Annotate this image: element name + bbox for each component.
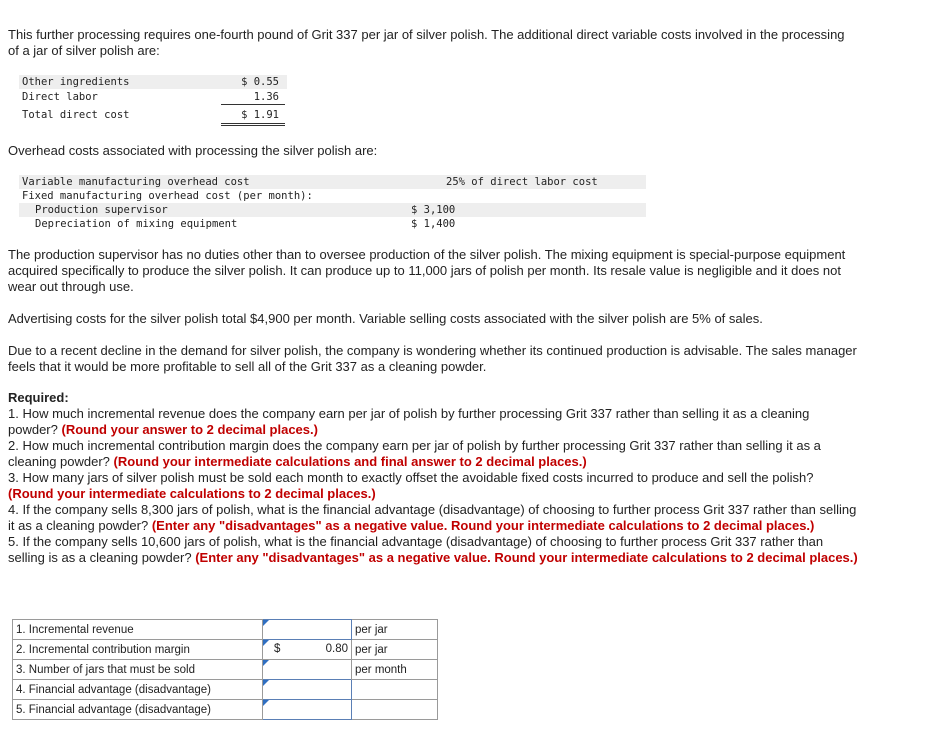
- required-section: [8, 390, 858, 566]
- answer-label: 4. Financial advantage (disadvantage): [13, 680, 263, 700]
- question-text: 1. How much incremental revenue does the company earn per jar of polish by further processing Grit 337 rather than selling it as a cleaning powder?: [8, 406, 810, 437]
- answer-label: 2. Incremental contribution margin: [13, 640, 263, 660]
- advertising-paragraph: Advertising costs for the silver polish total $4,900 per month. Variable selling costs associated with the silver polish are 5% of sales.: [8, 311, 763, 326]
- overhead-value: $ 1,400: [411, 218, 456, 230]
- answer-unit: per jar: [352, 640, 438, 660]
- question-text: 3. How many jars of silver polish must be sold each month to exactly offset the avoidable fixed costs incurred to produce and sell the polish?: [8, 470, 814, 485]
- supervisor-paragraph: The production supervisor has no duties other than to oversee production of the silver polish. The mixing equipment is special-purpose equipment acquired specifically to produce the silver polish. It can produce up to 11,000 jars of polish per month. Its resale value is negligible and it does not wear out through use.: [8, 247, 846, 294]
- overhead-row-supervisor: [19, 203, 646, 217]
- question-3: [8, 470, 858, 502]
- answer-row-3: [13, 660, 438, 680]
- direct-cost-row-total: [19, 108, 287, 122]
- overhead-label: Depreciation of mixing equipment: [35, 218, 238, 230]
- answer-unit: [352, 700, 438, 720]
- question-text: 4. If the company sells 8,300 jars of polish, what is the financial advantage (disadvantage) of choosing to further process Grit 337 rather than selling it as a cleaning powder?: [8, 502, 857, 533]
- answer-row-1: [13, 620, 438, 640]
- overhead-label: Production supervisor: [35, 204, 168, 216]
- overhead-label: Variable manufacturing overhead cost: [22, 176, 250, 188]
- overhead-row-depreciation: [19, 217, 646, 231]
- answer-label: 3. Number of jars that must be sold: [13, 660, 263, 680]
- overhead-intro-text: Overhead costs associated with processing the silver polish are:: [8, 143, 378, 158]
- question-note: (Round your answer to 2 decimal places.): [61, 422, 318, 437]
- financial-advantage-8300-input[interactable]: [263, 680, 352, 700]
- question-2: [8, 438, 858, 470]
- direct-cost-label: Other ingredients: [22, 76, 130, 88]
- answer-label: 1. Incremental revenue: [13, 620, 263, 640]
- answer-row-2: [13, 640, 438, 660]
- question-1: [8, 406, 858, 438]
- overhead-label: Fixed manufacturing overhead cost (per month):: [22, 190, 313, 202]
- demand-paragraph: Due to a recent decline in the demand for silver polish, the company is wondering whether its continued production is advisable. The sales manager feels that it would be more profitable to sell all of the Grit 337 as a cleaning powder.: [8, 343, 857, 374]
- question-note: (Enter any "disadvantages" as a negative value. Round your intermediate calculations to 2 decimal places.): [151, 518, 815, 533]
- direct-cost-value: $ 1.91: [241, 109, 279, 121]
- required-heading: Required:: [8, 390, 69, 405]
- jars-needed-input[interactable]: [263, 660, 352, 680]
- overhead-value: 25% of direct labor cost: [446, 176, 598, 188]
- subtotal-rule: [221, 104, 285, 105]
- direct-cost-row-other: [19, 75, 287, 89]
- answer-unit: [352, 680, 438, 700]
- input-marker-icon: [263, 700, 269, 706]
- overhead-row-fixed: [19, 189, 646, 203]
- question-note: (Round your intermediate calculations and final answer to 2 decimal places.): [113, 454, 587, 469]
- direct-cost-row-labor: [19, 90, 287, 104]
- direct-cost-label: Total direct cost: [22, 109, 130, 121]
- contribution-margin-input[interactable]: [263, 640, 352, 660]
- input-marker-icon: [263, 660, 269, 666]
- input-marker-icon: [263, 620, 269, 626]
- direct-cost-value: $ 0.55: [241, 76, 279, 88]
- question-5: [8, 534, 858, 566]
- answer-label: 5. Financial advantage (disadvantage): [13, 700, 263, 720]
- intro-text: This further processing requires one-fourth pound of Grit 337 per jar of silver polish. The additional direct variable costs involved in the processing of a jar of silver polish are:: [8, 27, 845, 58]
- currency-symbol: $: [274, 643, 281, 655]
- answer-unit: per jar: [352, 620, 438, 640]
- question-4: [8, 502, 858, 534]
- total-double-rule: [221, 123, 285, 124]
- question-text: 5. If the company sells 10,600 jars of polish, what is the financial advantage (disadvantage) of choosing to further process Grit 337 rather than selling is as a cleaning powder?: [8, 534, 824, 565]
- question-note: (Enter any "disadvantages" as a negative value. Round your intermediate calculations to 2 decimal places.): [195, 550, 858, 565]
- answer-row-5: [13, 700, 438, 720]
- answer-table: [12, 619, 438, 720]
- question-note: (Round your intermediate calculations to 2 decimal places.): [8, 486, 376, 501]
- direct-cost-label: Direct labor: [22, 91, 98, 103]
- answer-unit: per month: [352, 660, 438, 680]
- overhead-row-variable: [19, 175, 646, 189]
- direct-cost-value: 1.36: [253, 91, 279, 103]
- answer-value: 0.80: [325, 643, 348, 655]
- input-marker-icon: [263, 640, 269, 646]
- input-marker-icon: [263, 680, 269, 686]
- incremental-revenue-input[interactable]: [263, 620, 352, 640]
- answer-row-4: [13, 680, 438, 700]
- financial-advantage-10600-input[interactable]: [263, 700, 352, 720]
- total-double-rule: [221, 125, 285, 126]
- question-text: 2. How much incremental contribution margin does the company earn per jar of polish by further processing Grit 337 rather than selling it as a cleaning powder?: [8, 438, 821, 469]
- overhead-value: $ 3,100: [411, 204, 456, 216]
